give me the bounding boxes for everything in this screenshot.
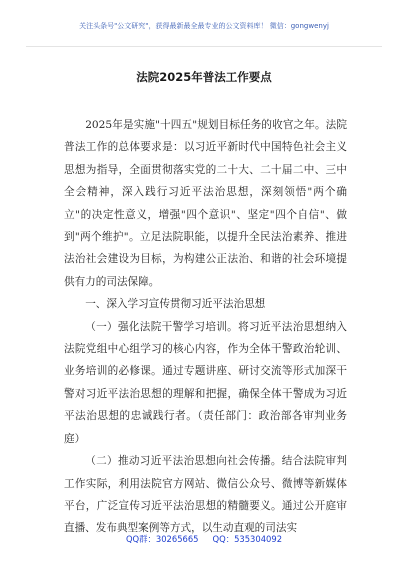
- qq-group-number: QQ群：30265665: [125, 534, 199, 544]
- paragraph-item-2: （二）推动习近平法治思想向社会传播。结合法院审判工作实际，利用法院官方网站、微信公众号、微博等新媒体平台，广泛宣传习近平法治思想的精髓要义。通过公开庭审直播、发布典型案例等方式，以生动直观的司法实: [64, 455, 347, 535]
- header-banner: [0, 21, 408, 31]
- header-divider: [26, 46, 382, 47]
- document-body: [64, 114, 347, 540]
- section-heading-1: 一、深入学习宣传贯彻习近平法治思想: [85, 298, 266, 311]
- qq-contact-number: QQ：535304092: [212, 534, 283, 544]
- paragraph-item-1: （一）强化法院干警学习培训。将习近平法治思想纳入法院党组中心组学习的核心内容，作为全体干警政治轮训、业务培训的必修课。通过专题讲座、研讨交流等形式加深干警对习近平法治思想的理解和把握，确保全体干警成为习近平法治思想的忠诚践行者。（责任部门：政治部各审判业务庭）: [64, 320, 347, 445]
- footer-contact: [0, 533, 408, 545]
- banner-text: 关注头条号"公文研究"，获得最新最全最专业的公文资料库！ 微信：gongwenyj: [79, 22, 329, 30]
- document-title: 法院2025年普法工作要点: [136, 70, 272, 84]
- paragraph-intro: 2025年是实施"十四五"规划目标任务的收官之年。法院普法工作的总体要求是：以习近平新时代中国特色社会主义思想为指导，全面贯彻落实党的二十大、二十届二中、三中全会精神，深入践行习近平法治思想，深刻领悟"两个确立"的决定性意义，增强"四个意识"、坚定"四个自信"、做到"两个维护"。立足法院职能，以提升全民法治素养、推进法治社会建设为目标，为构建公正法治、和谐的社会环境提供有力的司法保障。: [64, 119, 347, 288]
